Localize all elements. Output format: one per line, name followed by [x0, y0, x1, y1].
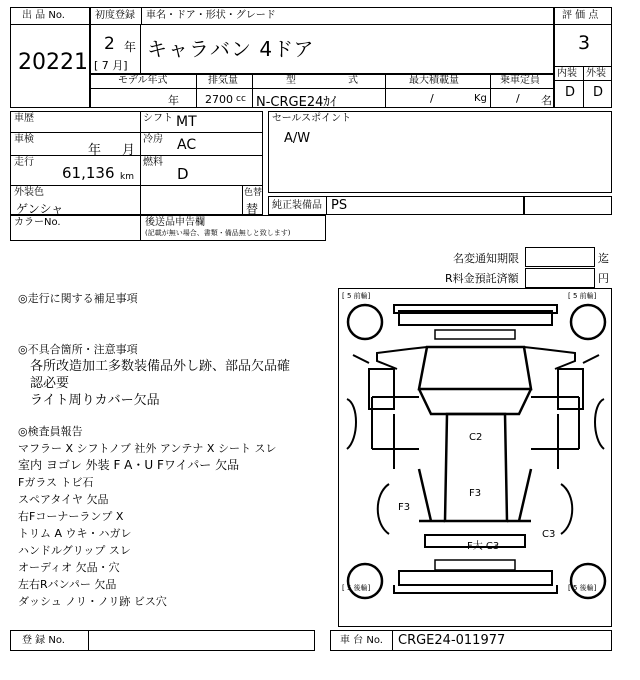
inspector-line: オーディオ 欠品・穴	[18, 561, 120, 574]
defects-title: ◎不具合箇所・注意事項	[18, 343, 138, 356]
exterior-label: 外装	[586, 68, 606, 79]
tire-label-rear-right: [ 5 後輪]	[568, 584, 597, 592]
capacity-label: 乗車定員	[500, 75, 540, 86]
sales-point-value: A/W	[284, 131, 311, 146]
inspector-line: マフラー X シフトノブ 社外 アンテナ X シート スレ	[18, 442, 277, 455]
exterior-color-label: 外装色	[14, 187, 44, 198]
max-load-value: /	[430, 92, 434, 105]
fuel-value: D	[177, 165, 189, 183]
model-code: N-CRGE24ｶｲ	[256, 95, 337, 110]
car-outline	[339, 289, 611, 626]
equipment-label: 純正装備品	[272, 200, 322, 211]
defects-line: ライト周りカバー欠品	[30, 393, 160, 408]
reg-year-unit: 年	[124, 40, 137, 54]
notes-block	[18, 290, 323, 610]
capacity-unit: 名	[541, 94, 552, 107]
name-change-label: 名変通知期限	[453, 252, 519, 265]
tire-label-rear-left: [ 5 後輪]	[342, 584, 371, 592]
color-no-label: カラーNo.	[14, 217, 61, 228]
damage-mark: F3	[469, 488, 482, 499]
mileage-value: 61,136	[62, 164, 115, 182]
wheel-front-left	[348, 305, 382, 339]
inspector-line: ダッシュ ノリ・ノリ跡 ビス穴	[18, 595, 167, 608]
interior-label: 内装	[557, 68, 577, 79]
wheel-front-right	[571, 305, 605, 339]
shift-value: MT	[176, 114, 197, 130]
car-name: キャラバン 4ドア	[147, 37, 315, 61]
displacement-unit: cc	[236, 94, 246, 104]
capacity-value: /	[516, 92, 520, 105]
damage-mark: F大 C3	[467, 541, 500, 552]
interior-grade: D	[565, 85, 576, 100]
ac-value: AC	[177, 137, 197, 153]
inspector-line: ハンドルグリップ スレ	[18, 544, 131, 557]
model-year-label: モデル年式	[118, 75, 168, 86]
exterior-grade: D	[593, 85, 604, 100]
damage-mark: F3	[398, 502, 411, 513]
inspector-line: Fガラス トビ石	[18, 476, 94, 489]
recycle-unit: 円	[598, 272, 609, 285]
driving-title: ◎走行に関する補足事項	[18, 292, 138, 305]
inspection-month-unit: 月	[122, 143, 136, 158]
damage-mark: C3	[542, 529, 556, 540]
first-reg-label: 初度登録	[95, 10, 135, 21]
chassis-label: 車 台 No.	[340, 635, 383, 646]
mileage-label: 走行	[14, 157, 34, 168]
inspector-title: ◎検査員報告	[18, 425, 83, 438]
shift-label: シフト	[143, 113, 173, 124]
reg-month: [ 7 月]	[94, 59, 128, 72]
color-change-label: 色替	[244, 188, 263, 198]
inspection-label: 車検	[14, 134, 34, 145]
history-label: 車歴	[14, 113, 34, 124]
score-value: 3	[578, 32, 591, 54]
reg-no-label: 登 録 No.	[22, 635, 65, 646]
reg-year: 2	[104, 34, 115, 54]
displacement-value: 2700	[205, 93, 233, 106]
equipment-value: PS	[331, 198, 348, 213]
name-label: 車名・ドア・形状・グレード	[146, 10, 276, 21]
inspector-line: 左右Rバンパー 欠品	[18, 578, 117, 591]
recycle-label: R料金預託済額	[445, 272, 519, 285]
mileage-unit: km	[120, 172, 134, 182]
displacement-label: 排気量	[208, 75, 238, 86]
lot-label: 出 品 No.	[22, 10, 65, 21]
model-year-unit: 年	[168, 94, 179, 107]
lot-number: 20221	[18, 50, 88, 75]
car-diagram	[338, 288, 612, 627]
score-label: 評 価 点	[562, 10, 599, 21]
inspector-line: 室内 ヨゴレ 外装 F A・U Fワイパー 欠品	[18, 458, 240, 472]
color-change-value: 替	[246, 202, 259, 216]
exterior-color-value: ゲンシャ	[16, 202, 64, 216]
max-load-label: 最大積載量	[409, 75, 459, 86]
model-label-1: 型	[286, 75, 296, 86]
tire-label-front-left: [ 5 前輪]	[342, 292, 371, 300]
tire-label-front-right: [ 5 前輪]	[568, 292, 597, 300]
after-docs-label: 後送品申告欄	[145, 217, 205, 228]
defects-line: 認必要	[30, 376, 70, 391]
inspector-line: トリム A ウキ・ハガレ	[18, 527, 132, 540]
defects-line: 各所改造加工多数装備品外し跡、部品欠品確	[30, 359, 291, 374]
after-docs-note: (記載が無い場合、書類・備品無しと致します)	[145, 229, 291, 237]
sales-point-label: セールスポイント	[272, 113, 352, 124]
fuel-label: 燃料	[143, 157, 163, 168]
model-label-2: 式	[348, 75, 358, 86]
inspector-line: スペアタイヤ 欠品	[18, 493, 109, 506]
ac-label: 冷房	[143, 134, 163, 145]
inspector-line: 右Fコーナーランプ X	[18, 510, 124, 523]
inspection-year-unit: 年	[88, 143, 102, 158]
chassis-number: CRGE24-011977	[398, 633, 506, 648]
name-change-unit: 迄	[598, 252, 609, 265]
damage-mark: C2	[469, 432, 483, 443]
max-load-unit: Kg	[474, 93, 487, 104]
